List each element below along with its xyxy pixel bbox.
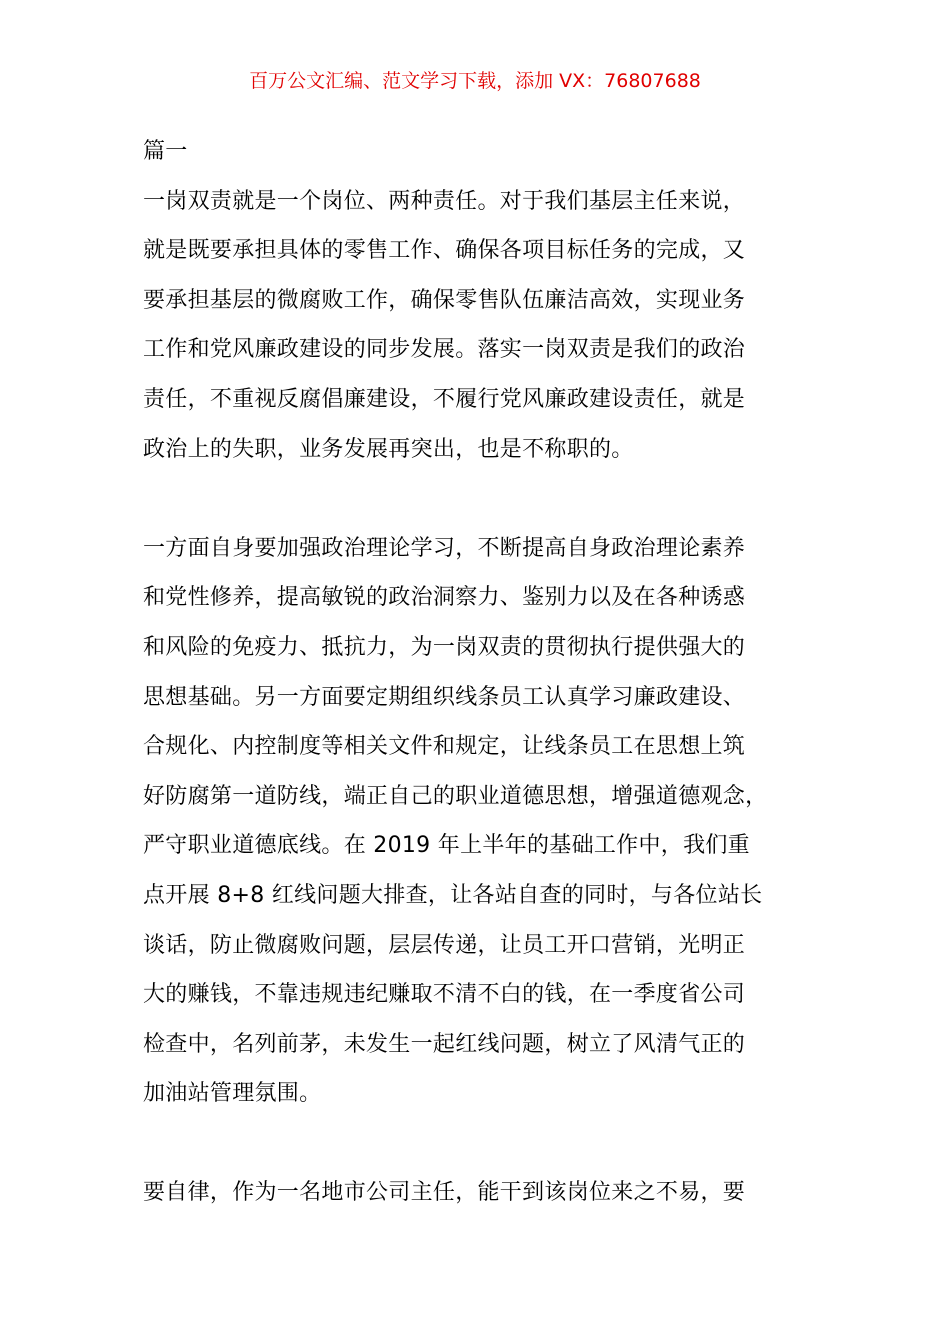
paragraph-2	[143, 529, 843, 1124]
paragraph-line: 责任，不重视反腐倡廉建设，不履行党风廉政建设责任，就是	[143, 386, 746, 412]
paragraph-line: 和党性修养，提高敏锐的政治洞察力、鉴别力以及在各种诱惑	[143, 585, 746, 611]
paragraph-line: 一方面自身要加强政治理论学习，不断提高自身政治理论素养	[143, 535, 746, 561]
paragraph-1	[143, 182, 843, 480]
paragraph-line: 政治上的失职，业务发展再突出，也是不称职的。	[143, 436, 634, 462]
paragraph-line: 合规化、内控制度等相关文件和规定，让线条员工在思想上筑	[143, 734, 746, 760]
paragraph-line: 一岗双责就是一个岗位、两种责任。对于我们基层主任来说，	[143, 188, 746, 214]
document-body	[143, 132, 843, 1223]
paragraph-line: 和风险的免疫力、抵抗力，为一岗双责的贯彻执行提供强大的	[143, 634, 746, 660]
paragraph-line: 要自律，作为一名地市公司主任，能干到该岗位来之不易，要	[143, 1180, 746, 1206]
paragraph-line: 严守职业道德底线。在 2019 年上半年的基础工作中，我们重	[143, 833, 750, 859]
paragraph-line: 思想基础。另一方面要定期组织线条员工认真学习廉政建设、	[143, 684, 746, 710]
paragraph-3	[143, 1173, 843, 1223]
paragraph-line: 好防腐第一道防线，端正自己的职业道德思想，增强道德观念，	[143, 783, 768, 809]
paragraph-spacer	[143, 1124, 843, 1174]
paragraph-line: 工作和党风廉政建设的同步发展。落实一岗双责是我们的政治	[143, 337, 746, 363]
paragraph-line: 谈话，防止微腐败问题，层层传递，让员工开口营销，光明正	[143, 932, 746, 958]
paragraph-line: 要承担基层的微腐败工作，确保零售队伍廉洁高效，实现业务	[143, 287, 746, 313]
paragraph-line: 检查中，名列前茅，未发生一起红线问题，树立了风清气正的	[143, 1031, 746, 1057]
section-title: 篇一	[143, 139, 188, 164]
paragraph-line: 加油站管理氛围。	[143, 1081, 322, 1107]
paragraph-line: 点开展 8+8 红线问题大排查，让各站自查的同时，与各位站长	[143, 882, 763, 908]
paragraph-line: 就是既要承担具体的零售工作、确保各项目标任务的完成，又	[143, 238, 746, 264]
paragraph-spacer	[143, 479, 843, 529]
paragraph-line: 大的赚钱，不靠违规违纪赚取不清不白的钱，在一季度省公司	[143, 982, 746, 1008]
download-banner: 百万公文汇编、范文学习下载，添加 VX：76807688	[249, 70, 701, 92]
